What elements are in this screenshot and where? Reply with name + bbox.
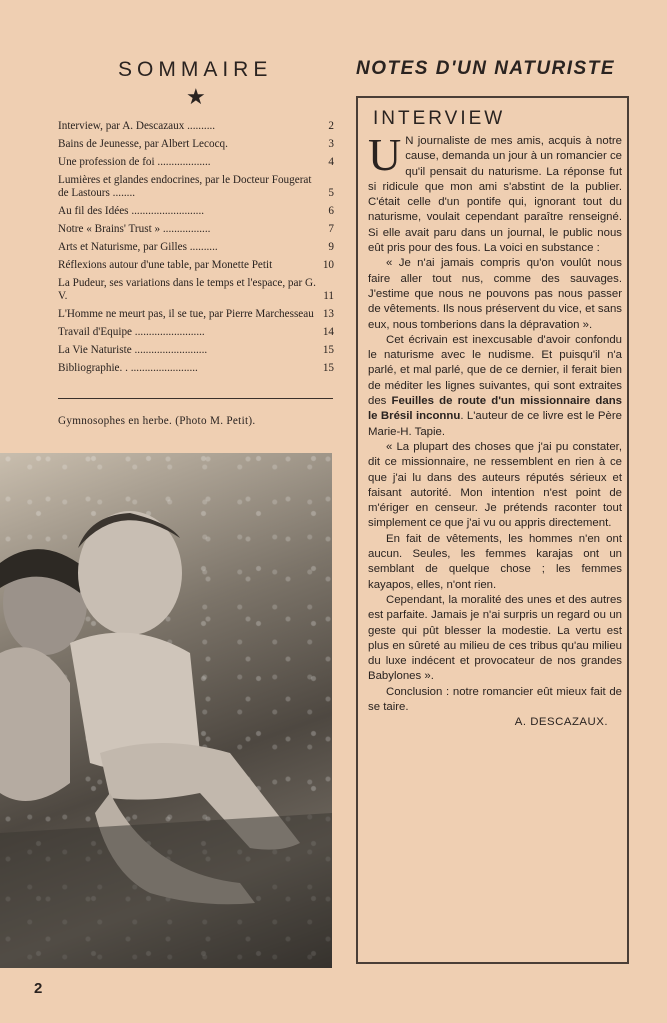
toc-item[interactable]: [58, 308, 336, 321]
paragraph-text: Cet écrivain est inexcusable d'avoir confondu le naturisme avec le nudisme. Et puisqu'il n'a parlé, et mal parlé, que de ce dernier, il ferait bien de méditer les lignes suivantes, qui sont extraites des: [368, 333, 622, 408]
toc-title: Bains de Jeunesse, par Albert Lecocq.: [58, 138, 228, 150]
toc-divider: [58, 398, 333, 399]
toc-page: 14: [322, 326, 334, 338]
toc-item[interactable]: [58, 241, 336, 254]
drop-cap: U: [368, 129, 402, 180]
toc-item[interactable]: [58, 120, 336, 133]
toc-item[interactable]: [58, 326, 336, 339]
table-of-contents: [58, 120, 336, 380]
paragraph-text: . L'auteur de ce livre est le Père Marie-H. Tapie.: [368, 410, 622, 438]
toc-page: 15: [322, 362, 334, 374]
ground-shadow: [0, 813, 332, 968]
toc-title: Au fil des Idées ..........................: [58, 205, 205, 217]
toc-title: La Vie Naturiste ..........................: [58, 344, 208, 356]
toc-page: 3: [328, 138, 334, 150]
article-paragraph: Cependant, la moralité des unes et des autres est parfaite. Jamais je n'ai surpris un regard ou un geste qui pût blesser la modestie. La vertu est plus en sûreté au milieu de ces tribus qu'au milieu du luxe indécent et provocateur de nos grandes Babylones ».: [368, 593, 622, 683]
star-ornament-icon: ★: [186, 84, 206, 109]
toc-page: 2: [328, 120, 334, 132]
toc-item[interactable]: [58, 277, 336, 303]
toc-page: 5: [328, 187, 334, 199]
section-title: NOTES D'UN NATURISTE: [356, 58, 616, 79]
toc-title: Lumières et glandes endocrines, par le Docteur Fougerat de Lastours ........: [58, 174, 312, 199]
toc-page: 6: [328, 205, 334, 217]
toc-item[interactable]: [58, 259, 336, 272]
toc-page: 9: [328, 241, 334, 253]
page-number: 2: [34, 980, 43, 997]
article-body: [368, 129, 623, 731]
article-paragraph: [368, 129, 622, 256]
toc-title: L'Homme ne meurt pas, il se tue, par Pierre Marchesseau: [58, 308, 314, 320]
toc-item[interactable]: [58, 174, 336, 200]
photo-figures: [0, 453, 332, 968]
article-paragraph: En fait de vêtements, les hommes n'en ont aucun. Seules, les femmes karajas ont un semblant de quelque chose ; les femmes kayapos, elles, n'ont rien.: [368, 532, 622, 591]
toc-item[interactable]: [58, 362, 336, 375]
toc-item[interactable]: [58, 205, 336, 218]
toc-title: Une profession de foi ...................: [58, 156, 211, 168]
toc-title: La Pudeur, ses variations dans le temps et l'espace, par G. V.: [58, 277, 316, 302]
photo-caption: Gymnosophes en herbe. (Photo M. Petit).: [58, 415, 256, 427]
toc-item[interactable]: [58, 223, 336, 236]
toc-page: 4: [328, 156, 334, 168]
toc-title: Notre « Brains' Trust » .................: [58, 223, 211, 235]
toc-title: Bibliographie. . ........................: [58, 362, 198, 374]
toc-item[interactable]: [58, 138, 336, 151]
article-paragraph: « La plupart des choses que j'ai pu constater, dit ce missionnaire, ne ressemblent en rien à ce que j'ai lu dans des auteurs réputés sérieux et faisant autorité. Mon intention n'est point de m'ériger en censeur. Je prétends raconter tout simplement ce que j'ai vu ou appris directement.: [368, 440, 622, 530]
toc-item[interactable]: [58, 156, 336, 169]
toc-title: Arts et Naturisme, par Gilles ..........: [58, 241, 218, 253]
sommaire-title: SOMMAIRE: [118, 58, 273, 81]
toc-page: 11: [323, 290, 334, 302]
paragraph-text: N journaliste de mes amis, acquis à notre cause, demanda un jour à un romancier ce qu'il pensait du naturisme. La réponse fut si ridicule que mon ami s'abstint de la publier. C'était celle d'un pontife qui, ignorant tout du naturisme, voulait cependant paraître renseigné. Si elle avait paru dans un journal, le public nous eût pris pour des fous. La voici en substance :: [368, 135, 622, 255]
toc-page: 15: [322, 344, 334, 356]
book-title: Feuilles de route d'un missionnaire dans le Brésil inconnu: [368, 395, 623, 423]
toc-page: 7: [328, 223, 334, 235]
article-paragraph: « Je n'ai jamais compris qu'on voulût nous faire aller tout nus, comme des sauvages. J'estime que nous ne pouvons pas nous passer de vêtements. Ils nous préservent du vice, et sans eux, nous tomberions dans la dépravation ».: [368, 257, 622, 331]
author-signature: A. DESCAZAUX.: [514, 716, 608, 729]
toc-page: 10: [322, 259, 334, 271]
article-paragraph: Conclusion : notre romancier eût mieux fait de se taire.: [368, 685, 622, 713]
toc-item[interactable]: [58, 344, 336, 357]
children-photo: [0, 453, 332, 968]
girl-body: [0, 647, 70, 801]
toc-title: Interview, par A. Descazaux ..........: [58, 120, 216, 132]
toc-title: Réflexions autour d'une table, par Monette Petit: [58, 259, 273, 271]
article-paragraph: [368, 333, 622, 440]
toc-title: Travail d'Equipe .........................: [58, 326, 205, 338]
toc-page: 13: [322, 308, 334, 320]
article-title: INTERVIEW: [373, 108, 506, 129]
